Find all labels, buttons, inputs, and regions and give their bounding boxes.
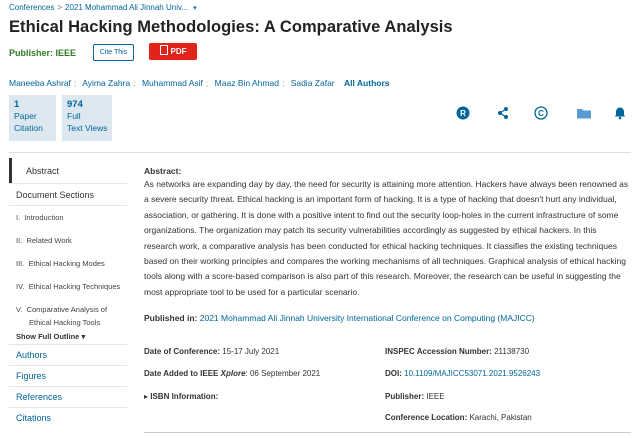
meta-label: ISBN Information: [150,392,219,401]
show-outline-label: Show Full Outline [16,332,80,341]
citation-count: 1 [14,99,20,110]
author-separator: ; [205,78,209,88]
breadcrumb-conference[interactable]: 2021 Mohammad Ali Jinnah Univ... [65,3,189,12]
share-icon[interactable] [496,106,510,120]
doi [385,369,540,378]
pdf-icon [160,45,168,55]
copyright-icon[interactable] [534,106,548,120]
meta-value: 21138730 [494,347,530,356]
meta-publisher [385,392,445,401]
full-text-views-metric[interactable] [62,95,112,141]
date-added-to-xplore [144,369,320,378]
meta-label: Date Added to IEEE [144,369,219,378]
metric-label: Citation [14,123,43,133]
sidebar-section-introduction[interactable] [9,206,127,229]
meta-value: : 06 September 2021 [245,369,321,378]
meta-label-italic: Xplore [220,369,246,378]
section-number: I. [16,213,21,222]
publisher-value: IEEE [55,48,77,58]
section-number: II. [16,236,23,245]
paper-citation-metric[interactable] [9,95,56,141]
folder-icon[interactable] [576,106,592,120]
published-in [144,313,535,323]
page-title: Ethical Hacking Methodologies: A Comparative Analysis [9,18,453,36]
published-in-link[interactable]: 2021 Mohammad Ali Jinnah University International Conference on Computing (MAJICC) [199,313,535,323]
header-divider [9,152,631,153]
section-label-continued: Ethical Hacking Tools [29,318,101,327]
meta-value: 15-17 July 2021 [222,347,280,356]
meta-value: Karachi, Pakistan [469,413,532,422]
chevron-down-icon[interactable]: ▾ [193,5,197,12]
all-authors-link[interactable]: All Authors [344,78,390,88]
sidebar-item-figures[interactable]: Figures [9,366,127,387]
metric-label: Text Views [67,123,108,133]
pdf-button-label: PDF [170,47,187,56]
breadcrumb-conferences[interactable]: Conferences [9,3,55,12]
svg-text:R: R [460,109,466,118]
author-separator: ; [133,78,136,88]
sidebar-section-related-work[interactable] [9,229,127,252]
alert-bell-icon[interactable] [613,106,627,120]
metric-label: Paper [14,111,37,121]
svg-text:C: C [538,109,544,118]
sidebar-item-references[interactable]: References [9,387,127,408]
section-label: Related Work [26,236,72,245]
pdf-button[interactable] [149,43,197,60]
sidebar-item-abstract[interactable]: Abstract [9,158,127,184]
section-number: V. [16,305,23,314]
section-number: III. [16,259,25,268]
author-separator: ; [73,78,77,88]
views-count: 974 [67,99,83,110]
section-label: Comparative Analysis of [26,305,108,314]
publisher-label: Publisher: [9,48,54,58]
author-list [9,78,390,88]
author-link[interactable]: Sadia Zafar [290,78,335,88]
abstract-heading: Abstract: [144,166,182,176]
document-sidebar [9,158,127,429]
sidebar-section-ethical-hacking-modes[interactable] [9,252,127,275]
meta-value: IEEE [426,392,445,401]
meta-label: DOI: [385,369,402,378]
sidebar-section-ethical-hacking-techniques[interactable] [9,275,127,298]
isbn-information[interactable] [144,392,218,401]
sidebar-item-authors[interactable]: Authors [9,345,127,366]
author-separator: ; [281,78,285,88]
published-in-label: Published in: [144,313,198,323]
sidebar-section-comparative-analysis[interactable] [9,298,127,328]
author-link[interactable]: Ayima Zahra [82,78,131,88]
publisher-line [9,48,76,58]
section-number: IV. [16,282,25,291]
abstract-text: As networks are expanding day by day, the need for security is attaining more attention. Hackers have always been renowned as a severe security threat. Ethical hacking is an important form of hacking. It is a type of hacking that doesn't hurt any individual, association, or gathering. It is done with a positive intent to find out the security loop-holes in the current infrastructure of some organizations. The organization may patch its security vulnerabilities accordingly as suggested by ethical hackers. In this research work, a comparative analysis has been conducted for ethical hacking techniques. It classifies the existing techniques based on their working principles and compares the working mechanisms of all techniques. Graphical analysis of ethical hacking tools along with a score-based comparison is also part of this research. Moreover, the research can be useful in suggesting the most appropriate tool to be used for a particular scenario. [144,179,629,297]
section-label: Ethical Hacking Techniques [28,282,121,291]
rights-icon[interactable] [456,106,470,120]
inspec-accession-number [385,347,529,356]
metric-label: Full [67,111,81,121]
doi-link[interactable]: 10.1109/MAJICC53071.2021.9526243 [404,369,541,378]
caret-right-icon: ▸ [144,392,149,401]
caret-down-icon: ▾ [81,332,86,341]
conference-location [385,413,532,422]
author-link[interactable]: Muhammad Asif [141,78,203,88]
abstract-section [144,166,629,300]
meta-label: Conference Location: [385,413,468,422]
meta-label: Publisher: [385,392,425,401]
meta-label: INSPEC Accession Number: [385,347,492,356]
date-of-conference [144,347,279,356]
author-link[interactable]: Maaz Bin Ahmad [214,78,279,88]
show-full-outline-button[interactable] [9,328,127,345]
sidebar-document-sections: Document Sections [9,184,127,206]
sidebar-item-citations[interactable]: Citations [16,413,52,423]
breadcrumb-separator: > [57,3,63,12]
section-label: Introduction [24,213,64,222]
section-label: Ethical Hacking Modes [28,259,105,268]
breadcrumb [9,3,197,12]
author-link[interactable]: Maneeba Ashraf [9,78,71,88]
meta-label: Date of Conference: [144,347,221,356]
content-divider [144,432,631,433]
cite-this-button[interactable]: Cite This [93,44,134,61]
